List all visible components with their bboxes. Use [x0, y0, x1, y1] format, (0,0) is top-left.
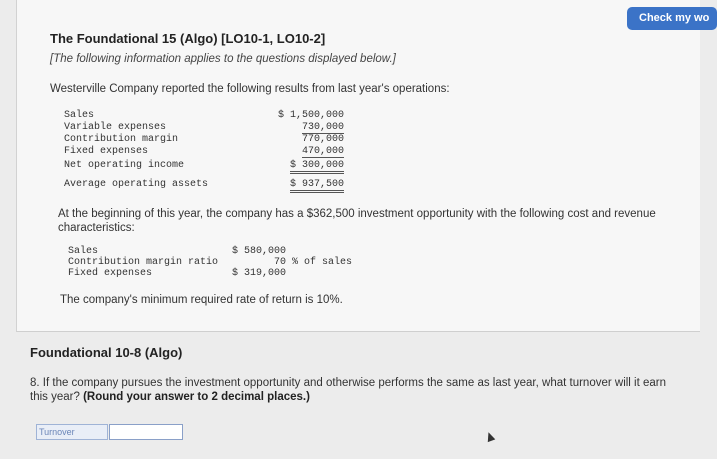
turnover-input[interactable]: [109, 424, 183, 440]
opportunity-row: Fixed expenses $ 319,000: [68, 268, 287, 279]
check-my-work-button[interactable]: Check my wo: [627, 7, 717, 30]
financials-row: Fixed expenses 470,000: [64, 146, 344, 157]
turnover-label: Turnover: [36, 424, 108, 440]
rounding-instruction: (Round your answer to 2 decimal places.): [83, 391, 310, 403]
opportunity-text: At the beginning of this year, the company has a $362,500 investment opportunity with the following cost and revenue characteristics:: [58, 208, 656, 234]
problem-title: The Foundational 15 (Algo) [LO10-1, LO10-2]: [50, 31, 326, 46]
financials-row: Variable expenses 730,000: [64, 122, 344, 133]
financials-row: Net operating income $ 300,000: [64, 160, 354, 172]
question-text: 8. If the company pursues the investment opportunity and otherwise performs the same as last year, what turnover will it earn this year? (Round your answer to 2 decimal places.): [30, 377, 667, 403]
intro-text: Westerville Company reported the following results from last year's operations:: [50, 83, 450, 95]
required-return-text: The company's minimum required rate of return is 10%.: [60, 294, 343, 306]
instruction-note: [The following information applies to the questions displayed below.]: [50, 53, 396, 65]
financials-row: Contribution margin 770,000: [64, 134, 344, 145]
opportunity-row: Contribution margin ratio 70 % of sales: [68, 257, 353, 268]
mouse-cursor-icon: [485, 431, 496, 442]
financials-row: Average operating assets $ 937,500: [64, 179, 354, 191]
opportunity-row: Sales $ 580,000: [68, 246, 287, 257]
financials-row: Sales $ 1,500,000: [64, 110, 344, 121]
section-title: Foundational 10-8 (Algo): [30, 345, 183, 360]
